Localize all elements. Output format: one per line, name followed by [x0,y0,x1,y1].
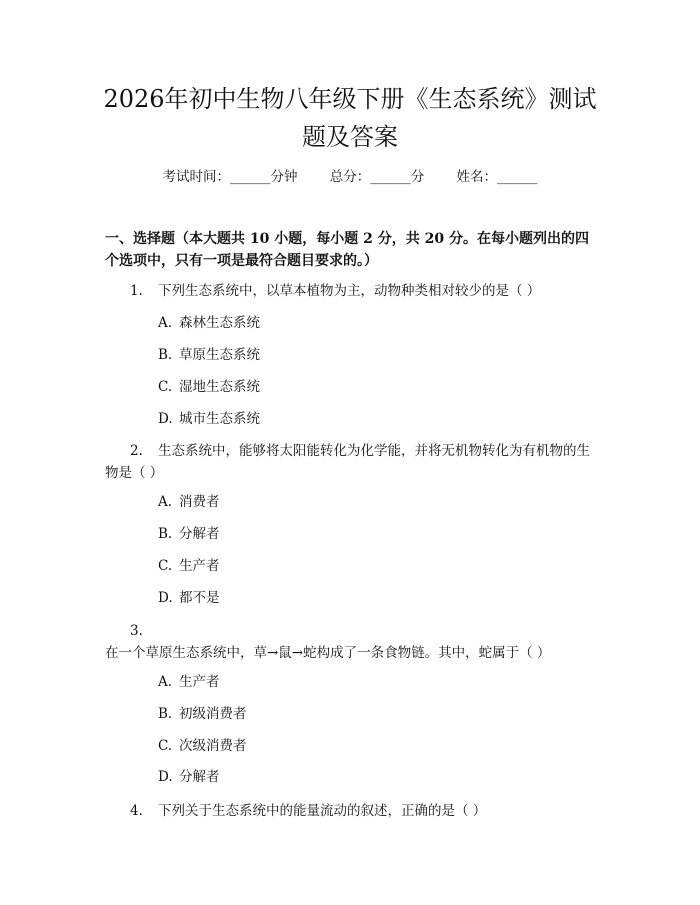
student-name-field: 姓名：______ [456,169,538,185]
question-number: 2. [130,443,143,459]
question-2-option-d: D. 都不是 [158,590,220,606]
question-number: 3. [130,623,143,639]
question-3 [105,620,600,664]
question-text: 下列关于生态系统中的能量流动的叙述，正确的是（ ） [158,803,487,819]
question-1-option-c: C. 湿地生态系统 [158,379,260,395]
question-2-option-a: A. 消费者 [158,494,220,510]
exam-meta [0,167,700,187]
question-number: 1. [130,283,143,299]
question-1-option-b: B. 草原生态系统 [158,347,260,363]
total-score-field: 总分：______分 [329,169,425,185]
question-1 [105,280,600,302]
question-1-option-a: A. 森林生态系统 [158,315,260,331]
question-number: 4. [130,803,143,819]
question-text: 生态系统中，能够将太阳能转化为化学能，并将无机物转化为有机物的生物是（ ） [105,443,590,481]
question-2-option-c: C. 生产者 [158,558,220,574]
question-2 [105,440,600,484]
page-title: 2026年初中生物八年级下册《生态系统》测试题及答案 [103,85,597,151]
question-1-option-d: D. 城市生态系统 [158,411,260,427]
exam-time-field: 考试时间：______分钟 [162,169,298,185]
question-3-option-b: B. 初级消费者 [158,706,247,722]
question-3-option-d: D. 分解者 [158,769,220,785]
question-text: 下列生态系统中，以草本植物为主，动物种类相对较少的是（ ） [158,283,541,299]
question-3-option-c: C. 次级消费者 [158,738,247,754]
section-heading: 一、选择题（本大题共 10 小题，每小题 2 分，共 20 分。在每小题列出的四个选项中，只有一项是最符合题目要求的。） [105,231,589,269]
question-3-option-a: A. 生产者 [158,674,220,690]
question-text: 在一个草原生态系统中，草→鼠→蛇构成了一条食物链。其中，蛇属于（ ） [105,645,551,661]
question-4 [105,800,600,822]
question-2-option-b: B. 分解者 [158,526,220,542]
